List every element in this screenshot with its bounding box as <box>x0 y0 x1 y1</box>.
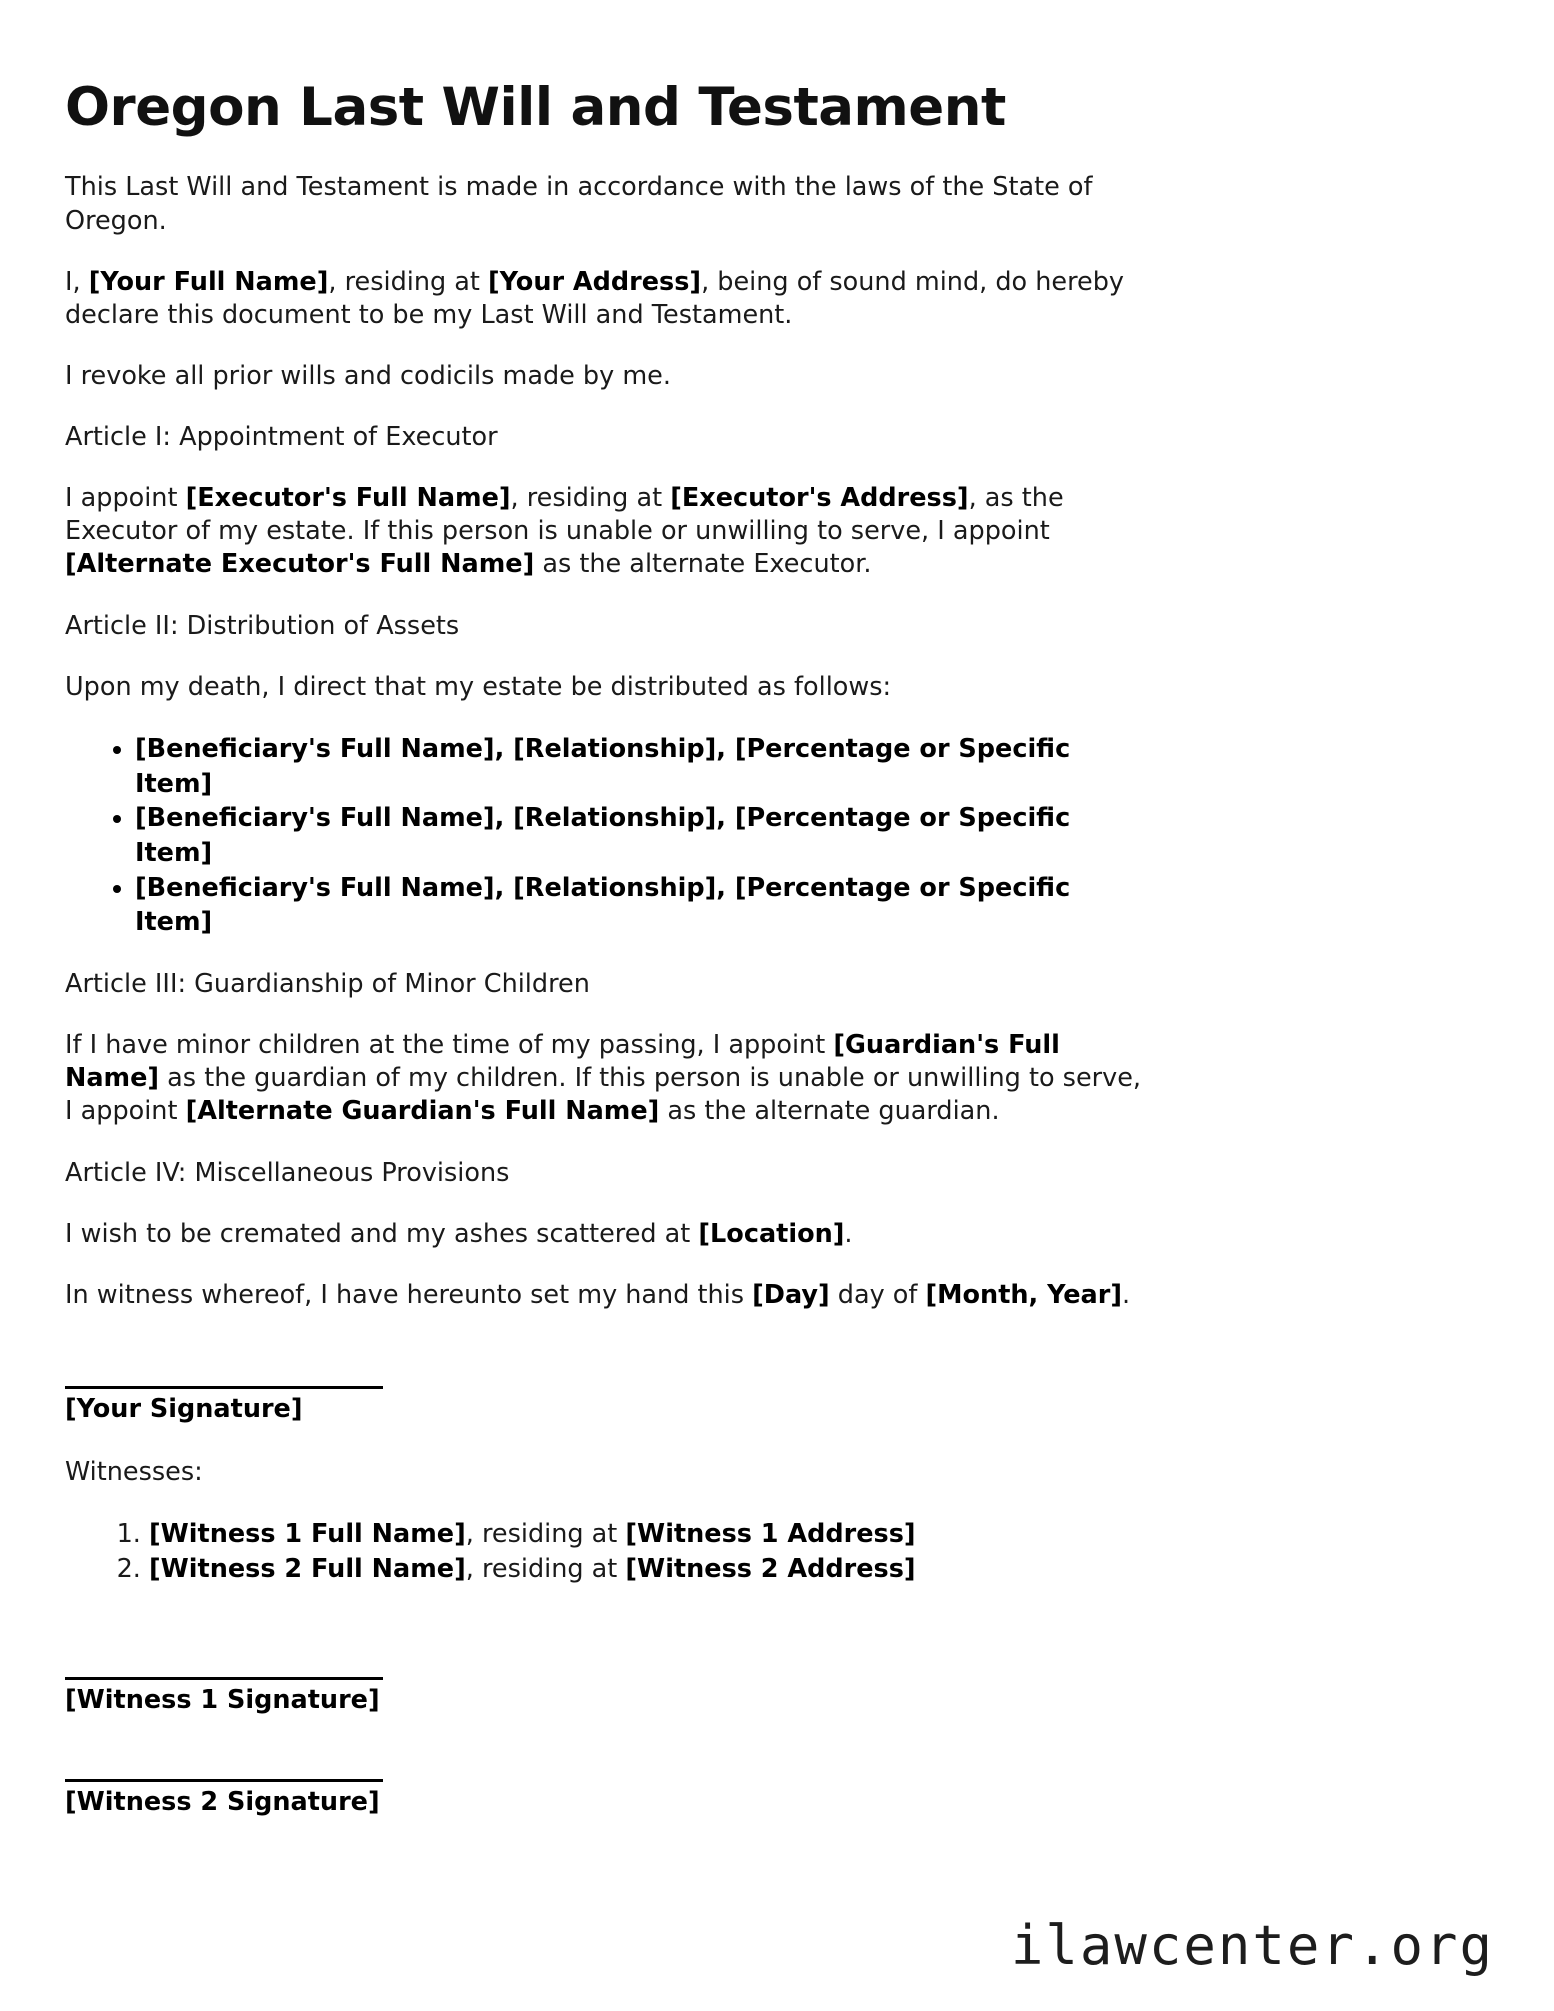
list-item <box>149 1517 1144 1552</box>
testator-signature-block <box>65 1386 1144 1426</box>
list-item: • [Beneficiary's Full Name], [Relationship], [Percentage or Specific Item] <box>135 732 1144 801</box>
alternate-guardian-name-placeholder: [Alternate Guardian's Full Name] <box>185 1096 660 1127</box>
article-1-text-3: , as the Executor of my estate. If this person is unable or unwilling to serve, I appoint <box>65 483 1064 547</box>
beneficiary-list <box>65 732 1144 940</box>
page-title: Oregon Last Will and Testament <box>65 77 1006 138</box>
article-1-text-4: as the alternate Executor. <box>534 549 872 580</box>
witness-2-mid-text: , residing at <box>465 1553 626 1584</box>
witness-2-signature-label: [Witness 2 Signature] <box>65 1786 380 1817</box>
spacer <box>65 1615 1144 1677</box>
spacer <box>65 1340 1144 1386</box>
your-signature-label: [Your Signature] <box>65 1393 303 1424</box>
witness-1-signature-label: [Witness 1 Signature] <box>65 1684 380 1715</box>
declaration-text-1: I, <box>65 266 89 297</box>
witness-1-address-placeholder: [Witness 1 Address] <box>625 1519 916 1550</box>
witness-2-signature-block <box>65 1779 1144 1819</box>
witness-1-signature-block <box>65 1677 1144 1717</box>
article-4-text-2: . <box>844 1218 853 1249</box>
attestation-text-2: day of <box>829 1279 926 1310</box>
declaration-text-3: , being of sound mind, do hereby declare this document to be my Last Will and Testament. <box>65 266 1124 330</box>
article-4-text-1: I wish to be cremated and my ashes scattered at <box>65 1218 699 1249</box>
day-placeholder: [Day] <box>752 1279 830 1310</box>
witness-2-address-placeholder: [Witness 2 Address] <box>625 1553 916 1584</box>
witness-1-name-placeholder: [Witness 1 Full Name] <box>149 1519 466 1550</box>
spacer <box>65 1426 1144 1456</box>
attestation-text-3: . <box>1121 1279 1131 1310</box>
declaration-text-2: , residing at <box>328 266 489 297</box>
revocation-paragraph: I revoke all prior wills and codicils made by me. <box>65 360 671 391</box>
article-4-heading: Article IV: Miscellaneous Provisions <box>65 1157 510 1188</box>
article-1-paragraph <box>65 482 1144 581</box>
article-2-heading: Article II: Distribution of Assets <box>65 610 460 641</box>
witness-1-signature-line <box>65 1677 383 1680</box>
article-3-text-2: as the guardian of my children. If this person is unable or unwilling to serve, I appoint <box>65 1063 1142 1127</box>
witness-1-mid-text: , residing at <box>465 1519 626 1550</box>
article-1-heading: Article I: Appointment of Executor <box>65 422 498 453</box>
executor-address-placeholder: [Executor's Address] <box>670 483 969 514</box>
location-placeholder: [Location] <box>698 1218 845 1249</box>
declaration-paragraph <box>65 266 1144 332</box>
attestation-text-1: In witness whereof, I have hereunto set my hand this <box>65 1279 753 1310</box>
witness-2-signature-line <box>65 1779 383 1782</box>
witness-2-name-placeholder: [Witness 2 Full Name] <box>149 1553 466 1584</box>
attestation-paragraph <box>65 1279 1144 1312</box>
intro-paragraph: This Last Will and Testament is made in accordance with the laws of the State of Oregon. <box>65 172 1093 236</box>
site-watermark: ilawcenter.org <box>1010 1914 1494 1977</box>
list-item <box>149 1552 1144 1587</box>
executor-full-name-placeholder: [Executor's Full Name] <box>185 483 511 514</box>
list-item: • [Beneficiary's Full Name], [Relationship], [Percentage or Specific Item] <box>135 871 1144 940</box>
list-item: • [Beneficiary's Full Name], [Relationship], [Percentage or Specific Item] <box>135 801 1144 870</box>
article-3-heading: Article III: Guardianship of Minor Children <box>65 968 590 999</box>
article-2-intro: Upon my death, I direct that my estate be distributed as follows: <box>65 671 892 702</box>
your-full-name-placeholder: [Your Full Name] <box>88 266 329 297</box>
article-1-text-1: I appoint <box>65 483 186 514</box>
article-3-text-3: as the alternate guardian. <box>659 1096 1000 1127</box>
witness-list <box>65 1517 1144 1586</box>
article-1-text-2: , residing at <box>510 483 671 514</box>
article-3-paragraph <box>65 1029 1144 1128</box>
article-3-text-1: If I have minor children at the time of my passing, I appoint <box>65 1030 834 1061</box>
signature-line <box>65 1386 383 1389</box>
alternate-executor-name-placeholder: [Alternate Executor's Full Name] <box>65 549 535 580</box>
month-year-placeholder: [Month, Year] <box>925 1279 1122 1310</box>
article-4-paragraph <box>65 1218 1144 1251</box>
spacer <box>65 1717 1144 1779</box>
witnesses-heading: Witnesses: <box>65 1457 203 1488</box>
your-address-placeholder: [Your Address] <box>488 266 702 297</box>
guardian-full-name-placeholder: [Guardian's Full Name] <box>65 1030 1060 1094</box>
